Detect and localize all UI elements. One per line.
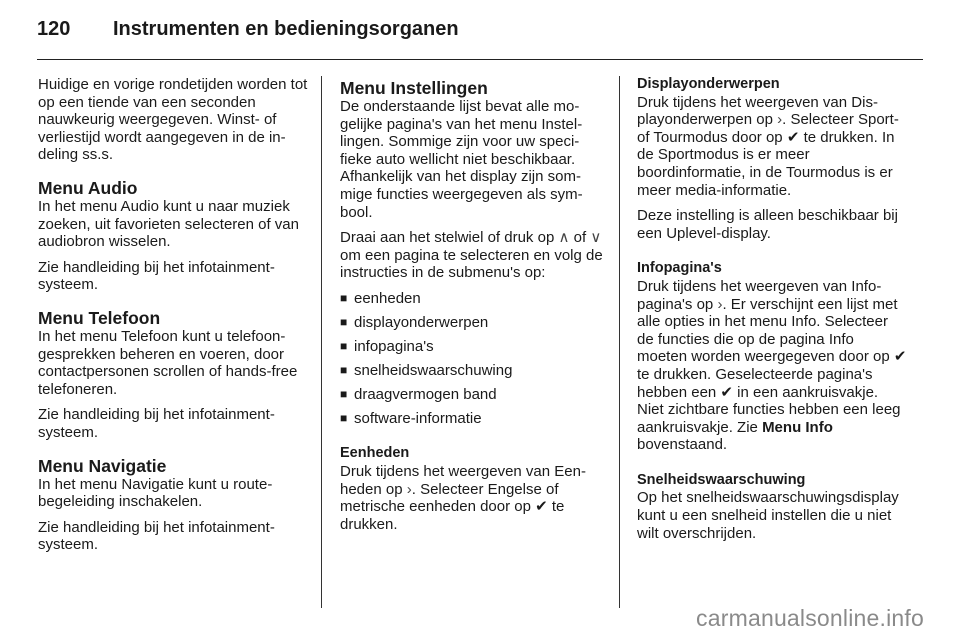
section-title-navigation: Menu Navigatie bbox=[38, 455, 167, 476]
section-title-settings: Menu Instellingen bbox=[340, 78, 488, 98]
settings-instruction: Draai aan het stelwiel of druk op ∧ of ∨ om een pagina te selecteren en volg de instructies in de submenu's op: bbox=[340, 229, 603, 282]
list-item: ■ snelheidswaarschuwing bbox=[340, 361, 513, 379]
bullet-icon: ■ bbox=[340, 386, 348, 401]
settings-submenu-list bbox=[340, 290, 605, 428]
list-item: ■ infopagina's bbox=[340, 337, 434, 355]
chevron-down-icon: ∨ bbox=[590, 229, 602, 247]
column-left bbox=[38, 76, 308, 562]
audio-reference: Zie handleiding bij het infotainmentsysteem. bbox=[38, 258, 275, 294]
audio-paragraph: In het menu Audio kunt u naar muziek zoeken, uit favorieten selecteren of van audiobron wisselen. bbox=[38, 197, 299, 251]
column-middle bbox=[340, 76, 605, 541]
section-title-units: Eenheden bbox=[340, 445, 410, 462]
chevron-right-icon: › bbox=[406, 480, 412, 498]
display-availability-note: Deze instelling is alleen beschikbaar bij een Uplevel-display. bbox=[637, 207, 898, 242]
display-paragraph: Druk tijdens het weergeven van Displayonderwerpen op ›. Selecteer Sport- of Tourmodus door op ✔ te drukken. In de Sportmodus is er meer boordinformatie, in de Tourmodus is er meer media-informatie. bbox=[637, 93, 899, 199]
navigation-paragraph: In het menu Navigatie kunt u routebegeleiding inschakelen. bbox=[38, 475, 273, 511]
section-title-speed-warning: Snelheidswaarschuwing bbox=[637, 471, 806, 488]
info-pages-paragraph: Druk tijdens het weergeven van Infopagina's op ›. Er verschijnt een lijst met alle opties in het menu Info. Selecteer de functies die op de pagina Info moeten worden weergegeven door op ✔ te drukken. Geselecteerde pagina's hebben een ✔ in een aankruisvakje. Niet zichtbare functies hebben een leeg aankruisvakje. Zie Menu Info bovenstaand. bbox=[637, 277, 907, 454]
speed-warning-paragraph: Op het snelheidswaarschuwingsdisplay kunt u een snelheid instellen die u niet wilt overschrijden. bbox=[637, 489, 899, 542]
chevron-up-icon: ∧ bbox=[558, 229, 570, 247]
chevron-right-icon: › bbox=[777, 111, 783, 129]
bullet-icon: ■ bbox=[340, 314, 348, 329]
watermark: carmanualsonline.info bbox=[696, 605, 924, 631]
list-item: ■ displayonderwerpen bbox=[340, 313, 489, 331]
navigation-reference: Zie handleiding bij het infotainmentsysteem. bbox=[38, 518, 275, 554]
checkmark-icon: ✔ bbox=[720, 383, 733, 401]
column-divider-2 bbox=[619, 76, 620, 608]
bullet-icon: ■ bbox=[340, 290, 348, 305]
menu-info-reference: Menu Info bbox=[762, 418, 833, 436]
column-divider-1 bbox=[321, 76, 322, 608]
chevron-right-icon: › bbox=[717, 295, 723, 313]
page-title: Instrumenten en bedieningsorganen bbox=[113, 18, 459, 40]
bullet-icon: ■ bbox=[340, 410, 348, 425]
checkmark-icon: ✔ bbox=[893, 348, 907, 366]
phone-reference: Zie handleiding bij het infotainmentsysteem. bbox=[38, 406, 275, 441]
section-title-info-pages: Infopagina's bbox=[637, 260, 722, 277]
list-item: ■ draagvermogen band bbox=[340, 385, 497, 403]
header-divider bbox=[37, 59, 923, 60]
bullet-icon: ■ bbox=[340, 338, 348, 353]
section-title-display: Displayonderwerpen bbox=[637, 76, 780, 92]
section-title-audio: Menu Audio bbox=[38, 177, 138, 198]
list-item: ■ eenheden bbox=[340, 289, 421, 307]
settings-paragraph: De onderstaande lijst bevat alle mogelijke pagina's van het menu Instellingen. Sommige zijn voor uw specifieke auto wellicht niet beschikbaar. Afhankelijk van het display zijn sommige functies weergegeven als symbool. bbox=[340, 98, 583, 221]
section-title-phone: Menu Telefoon bbox=[38, 307, 161, 328]
page-header bbox=[37, 18, 923, 50]
bullet-icon: ■ bbox=[340, 362, 348, 377]
checkmark-icon: ✔ bbox=[535, 498, 548, 516]
checkmark-icon: ✔ bbox=[786, 128, 800, 146]
page-number: 120 bbox=[37, 18, 71, 40]
phone-paragraph: In het menu Telefoon kunt u telefoongesprekken beheren en voeren, door contactpersonen scrollen of hands-free telefoneren. bbox=[38, 327, 298, 398]
units-paragraph: Druk tijdens het weergeven van Eenheden op ›. Selecteer Engelse of metrische eenheden door op ✔ te drukken. bbox=[340, 463, 586, 533]
intro-paragraph: Huidige en vorige rondetijden worden tot op een tiende van een seconden nauwkeurig weergegeven. Winst- of verliestijd wordt aangegeven in de indeling ss.s. bbox=[38, 76, 308, 164]
list-item: ■ software-informatie bbox=[340, 409, 482, 427]
column-right bbox=[637, 76, 907, 550]
